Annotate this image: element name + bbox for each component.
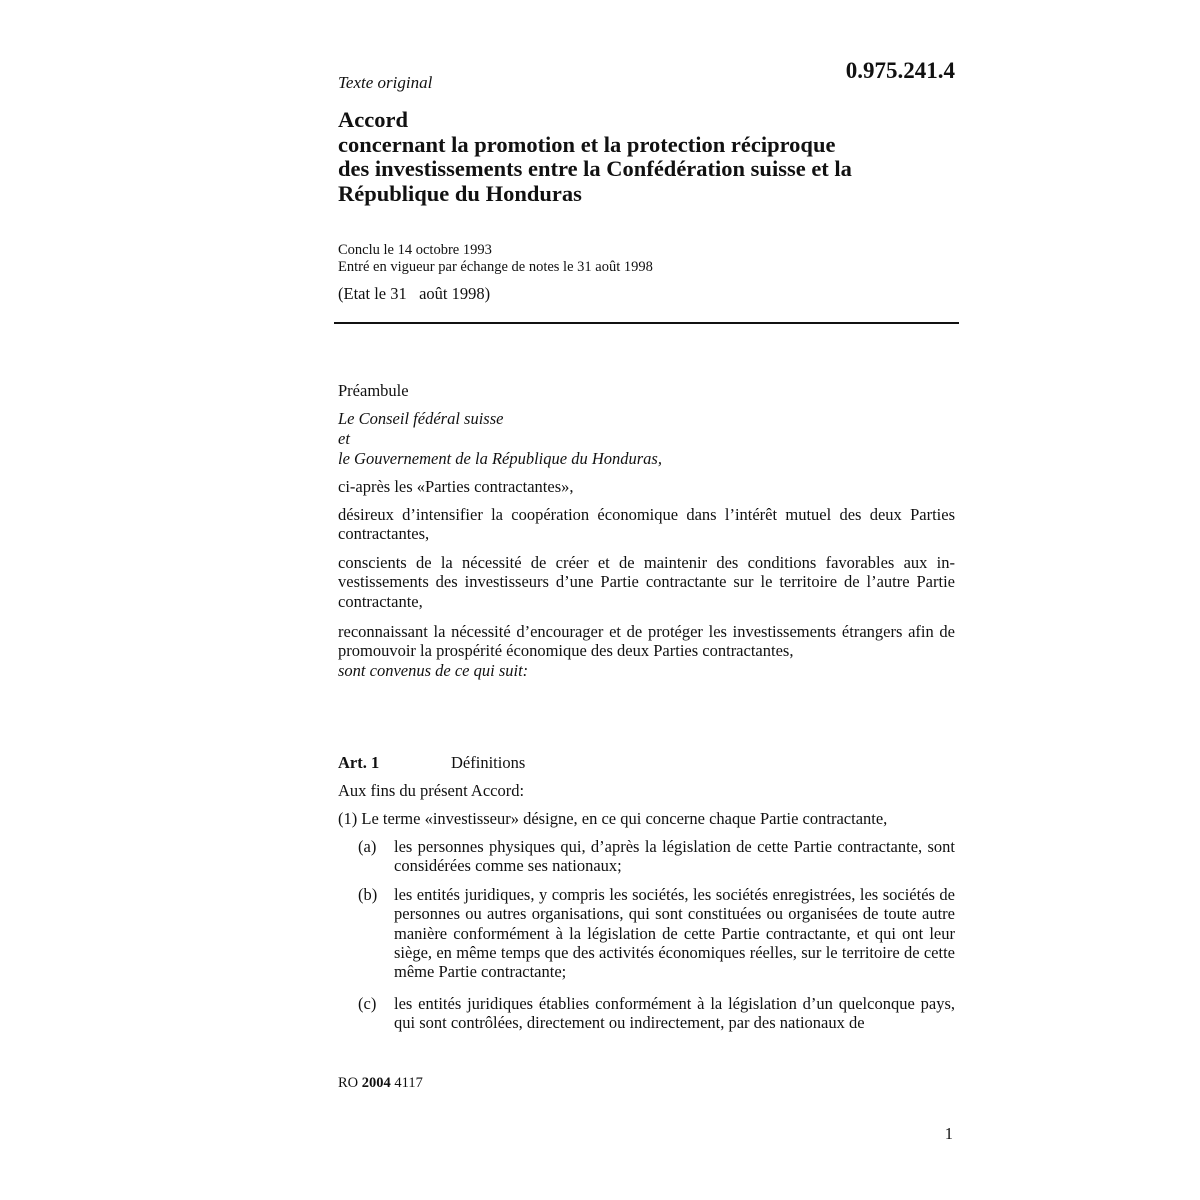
texte-original-label: Texte original bbox=[338, 73, 433, 92]
preamble-heading: Préambule bbox=[338, 381, 409, 400]
preamble-party-1: Le Conseil fédéral suisse bbox=[338, 409, 504, 428]
list-item-label: (c) bbox=[358, 994, 377, 1013]
article-number: Art. 1 bbox=[338, 753, 380, 772]
article-title: Définitions bbox=[451, 753, 526, 772]
preamble-closing: sont convenus de ce qui suit: bbox=[338, 661, 529, 680]
in-force-date: Entré en vigueur par échange de notes le 31 août 1998 bbox=[338, 259, 653, 275]
preamble-paragraph: ci-après les «Parties contractantes», bbox=[338, 477, 574, 496]
title-line: République du Honduras bbox=[338, 180, 582, 206]
list-item bbox=[358, 994, 955, 1033]
state-date: (Etat le 31 août 1998) bbox=[338, 284, 491, 303]
sr-number: 0.975.241.4 bbox=[845, 58, 955, 83]
ro-page: 4117 bbox=[394, 1075, 423, 1091]
preamble-paragraph: reconnaissant la nécessité d’encourager et de protéger les investissements étrangers afin de promouvoir la prospérité économique des deux Parties contractantes, bbox=[338, 622, 955, 661]
document-title bbox=[338, 108, 938, 206]
title-line: concernant la promotion et la protection réciproque bbox=[338, 131, 836, 157]
list-item-text: les personnes physiques qui, d’après la législation de cette Partie contractante, sont considérées comme ses nationaux; bbox=[394, 837, 955, 876]
title-line: Accord bbox=[338, 107, 408, 132]
preamble-paragraph: conscients de la nécessité de créer et de maintenir des conditions favorables aux investissements des investisseurs d’une Partie contractante sur le territoire de l’autre Partie contractante, bbox=[338, 553, 955, 611]
list-item-label: (b) bbox=[358, 885, 378, 904]
list-item-text: les entités juridiques établies conformément à la législation d’un quelconque pays, qui sont contrôlées, directement ou indirectement, par des nationaux de bbox=[394, 994, 955, 1033]
list-item-label: (a) bbox=[358, 837, 377, 856]
official-compilation-reference bbox=[338, 1075, 423, 1092]
preamble-party-2: le Gouvernement de la République du Honduras, bbox=[338, 449, 662, 468]
title-line: des investissements entre la Confédération suisse et la bbox=[338, 156, 852, 181]
ro-year: 2004 bbox=[361, 1075, 391, 1091]
list-item bbox=[358, 837, 955, 876]
preamble-paragraph: désireux d’intensifier la coopération économique dans l’intérêt mutuel des deux Parties contractantes, bbox=[338, 505, 955, 544]
ro-prefix: RO bbox=[338, 1075, 359, 1091]
list-item-text: les entités juridiques, y compris les sociétés, les sociétés enregistrées, les sociétés de personnes ou autres organisations, qui sont constituées ou organisées de toute autre manière conformément à la législation de cette Partie contractante, et qui ont leur siège, en même temps que des activités économiques réelles, sur le territoire de cette même Partie contractante; bbox=[394, 885, 955, 982]
concluded-date: Conclu le 14 octobre 1993 bbox=[338, 242, 492, 258]
page-number: 1 bbox=[944, 1124, 953, 1143]
header-divider bbox=[334, 322, 959, 324]
article-paragraph: (1) Le terme «investisseur» désigne, en ce qui concerne chaque Partie contractante, bbox=[338, 809, 888, 828]
preamble-conjunction: et bbox=[338, 429, 350, 448]
list-item bbox=[358, 885, 955, 981]
article-heading bbox=[338, 753, 525, 773]
document-meta bbox=[338, 242, 653, 276]
article-intro: Aux fins du présent Accord: bbox=[338, 781, 525, 800]
